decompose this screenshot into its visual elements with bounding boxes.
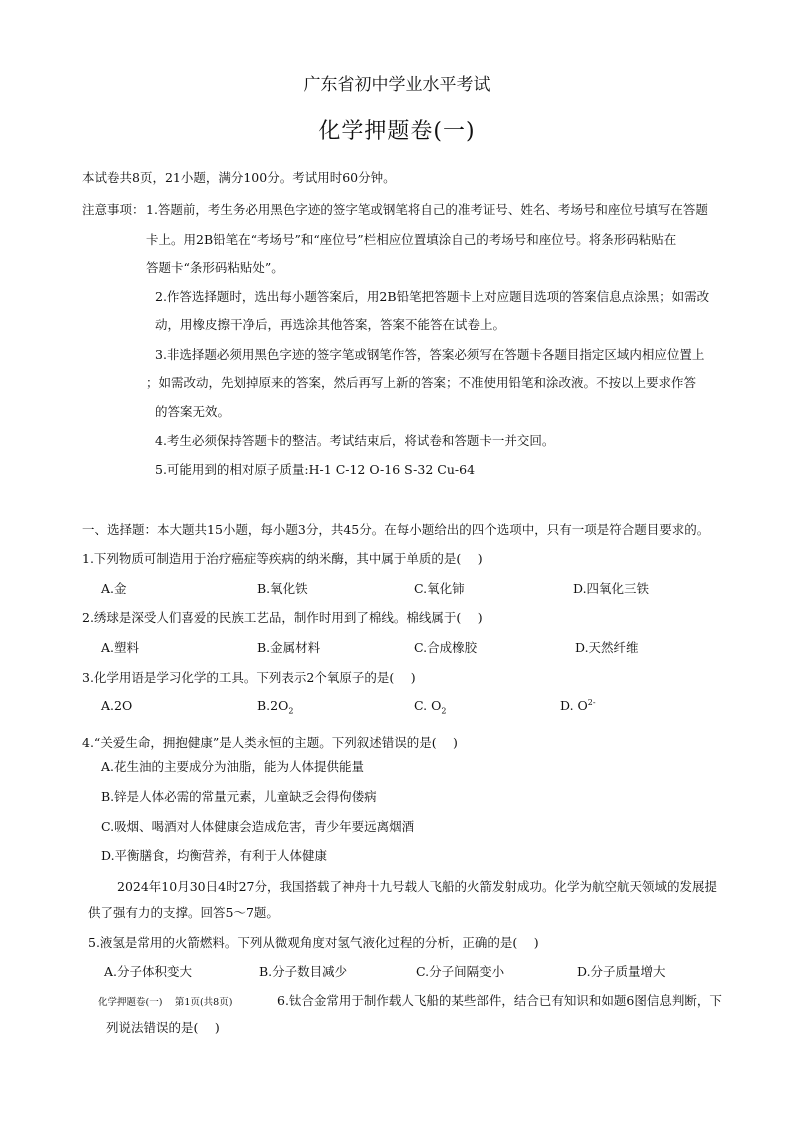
notice-item-2: 2.作答选择题时，选出每小题答案后，用2B铅笔把答题卡上对应题目选项的答案信息点涂黑；如需改	[155, 289, 710, 304]
q4-option-d: D.平衡膳食，均衡营养，有利于人体健康	[101, 848, 328, 863]
notice-item-3: 3.非选择题必须用黑色字迹的签字笔或钢笔作答，答案必须写在答题卡各题目指定区域内相应位置上	[155, 347, 705, 362]
question-1-stem: 1.下列物质可制造用于治疗癌症等疾病的纳米酶，其中属于单质的是( )	[82, 551, 483, 566]
q5-option-c: C.分子间隔变小	[416, 964, 505, 979]
q2-option-b: B.金属材料	[257, 640, 321, 655]
page-footer-label: 化学押题卷(一) 第1页(共8页)	[98, 997, 233, 1008]
q3-option-b: $B.2O_2$	[257, 698, 294, 716]
q1-option-b: B.氧化铁	[257, 581, 308, 596]
section-heading: 一、选择题：本大题共15小题，每小题3分，共45分。在每小题给出的四个选项中，只有一项是符合题目要求的。	[82, 522, 710, 537]
q5-option-b: B.分子数目减少	[259, 964, 348, 979]
passage-line-2: 供了强有力的支撑。回答5～7题。	[88, 905, 279, 920]
q3-option-d: D. $O^{2-}$	[560, 698, 596, 714]
q1-option-a: A.金	[101, 581, 127, 596]
q2-option-d: D.天然纤维	[575, 640, 639, 655]
exam-title: 广东省初中学业水平考试	[303, 75, 491, 95]
notice-label: 注意事项：	[82, 202, 145, 217]
question-2-stem: 2.绣球是深受人们喜爱的民族工艺品，制作时用到了棉线。棉线属于( )	[82, 610, 483, 625]
q5-option-a: A.分子体积变大	[104, 964, 193, 979]
question-6-stem-cont: 列说法错误的是( )	[106, 1020, 220, 1035]
q2-option-c: C.合成橡胶	[414, 640, 478, 655]
question-4-stem: 4.“关爱生命，拥抱健康”是人类永恒的主题。下列叙述错误的是( )	[82, 735, 458, 750]
notice-item-5: 5.可能用到的相对原子质量:H-1 C-12 O-16 S-32 Cu-64	[155, 462, 476, 477]
passage-line-1: 2024年10月30日4时27分，我国搭载了神舟十九号载人飞船的火箭发射成功。化学为航空航天领域的发展提	[117, 879, 717, 894]
q4-option-b: B.锌是人体必需的常量元素，儿童缺乏会得佝偻病	[101, 789, 377, 804]
notice-item-1-cont: 卡上。用2B铅笔在“考场号”和“座位号”栏相应位置填涂自己的考场号和座位号。将条形码粘贴在	[146, 232, 677, 247]
q1-option-d: D.四氧化三铁	[573, 581, 650, 596]
notice-item-3-cont: 的答案无效。	[155, 404, 231, 419]
q3-option-a: A.2O	[101, 698, 133, 713]
notice-item-4: 4.考生必须保持答题卡的整洁。考试结束后，将试卷和答题卡一并交回。	[155, 433, 555, 448]
q2-option-a: A.塑料	[101, 640, 140, 655]
q1-option-c: C.氧化铈	[414, 581, 465, 596]
notice-item-3-cont: ；如需改动，先划掉原来的答案，然后再写上新的答案；不准使用铅笔和涂改液。不按以上要求作答	[146, 375, 697, 390]
q3-option-c: C. $O_2$	[414, 698, 447, 716]
q5-option-d: D.分子质量增大	[577, 964, 666, 979]
notice-item-2-cont: 动，用橡皮擦干净后，再选涂其他答案，答案不能答在试卷上。	[155, 317, 506, 332]
q4-option-a: A.花生油的主要成分为油脂，能为人体提供能量	[101, 759, 365, 774]
q4-option-c: C.吸烟、喝酒对人体健康会造成危害，青少年要远离烟酒	[101, 819, 415, 834]
intro-text: 本试卷共8页，21小题，满分100分。考试用时60分钟。	[82, 170, 396, 185]
notice-item-1-cont: 答题卡“条形码粘贴处”。	[146, 260, 284, 275]
question-5-stem: 5.液氢是常用的火箭燃料。下列从微观角度对氢气液化过程的分析，正确的是( )	[88, 935, 539, 950]
question-6-stem: 6.钛合金常用于制作载人飞船的某些部件，结合已有知识和如题6图信息判断，下	[277, 993, 722, 1008]
notice-item-1: 1.答题前，考生务必用黑色字迹的签字笔或钢笔将自己的准考证号、姓名、考场号和座位号填写在答题	[146, 202, 708, 217]
question-3-stem: 3.化学用语是学习化学的工具。下列表示2个氧原子的是( )	[82, 670, 416, 685]
paper-title: 化学押题卷(一)	[318, 119, 476, 144]
